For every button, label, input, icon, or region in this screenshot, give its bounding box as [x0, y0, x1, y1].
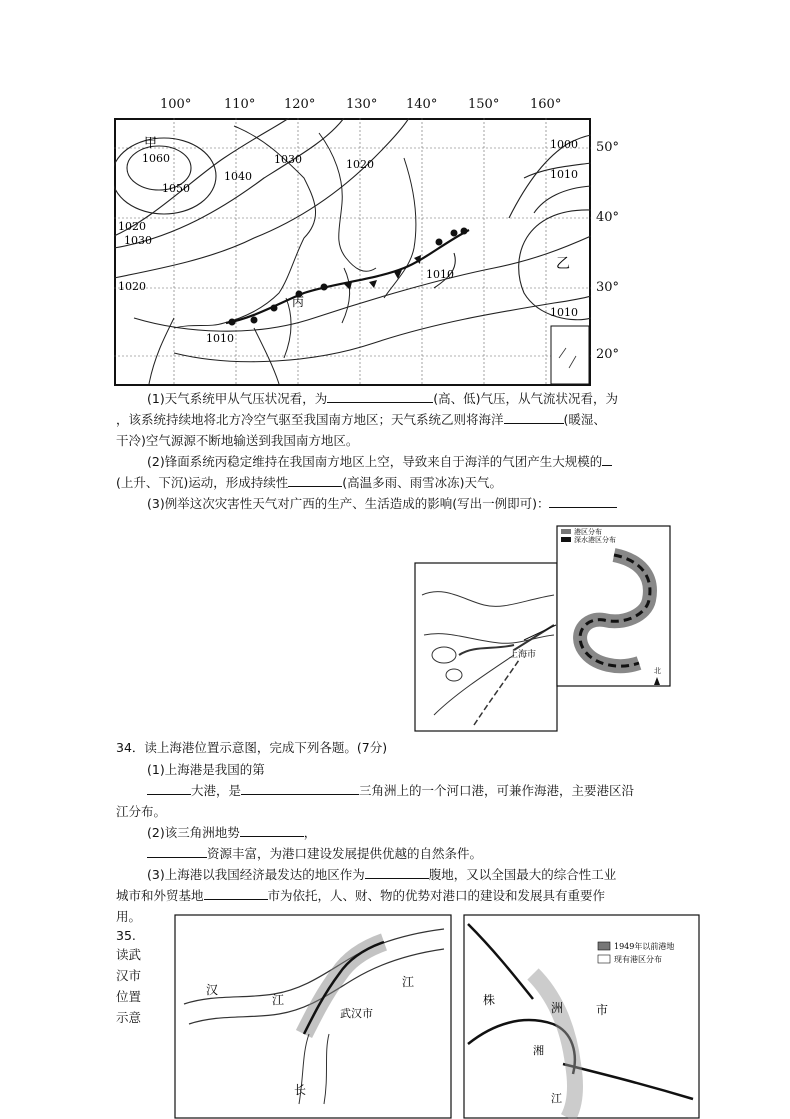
legend-text: 港区分布	[574, 528, 602, 536]
wuhan-map-left	[174, 914, 452, 1119]
isobar-label: 1040	[224, 170, 252, 183]
q33-p1-line1: (1)天气系统甲从气压状况看，为 (高、低)气压，从气流状况看，为	[147, 388, 618, 409]
isobar-label: 1020	[346, 158, 374, 171]
q33-p2-line1: (2)锋面系统丙稳定维持在我国南方地区上空，导致来自于海洋的气团产生大规模的	[147, 451, 612, 472]
lon-label: 120°	[284, 97, 316, 112]
lon-label: 100°	[160, 97, 192, 112]
isobar-label: 1010	[426, 268, 454, 281]
lat-label: 30°	[596, 280, 620, 295]
map-label: 武汉市	[340, 1007, 373, 1020]
label-yi: 乙	[556, 256, 570, 272]
q34-p3-line3: 用。	[116, 909, 142, 924]
isobar-label: 1020	[118, 220, 146, 233]
legend-swatch	[561, 529, 571, 534]
q34-p2-line1: (2)该三角洲地势 ，	[147, 822, 316, 843]
q35-stem-line: 位置	[116, 989, 142, 1004]
q35-stem-line: 读武	[116, 947, 142, 962]
answer-blank[interactable]	[504, 409, 564, 424]
map-label: 洲	[551, 1001, 564, 1015]
legend-text: 1949年以前港地	[614, 942, 675, 951]
weather-map-figure	[114, 118, 591, 386]
map-label: 株	[483, 993, 496, 1007]
isobar-label: 1010	[206, 332, 234, 345]
label-bing: 丙	[292, 295, 305, 309]
answer-blank[interactable]	[204, 885, 268, 900]
lon-label: 110°	[224, 97, 256, 112]
answer-blank[interactable]	[241, 780, 359, 795]
answer-blank[interactable]	[602, 451, 612, 466]
answer-blank[interactable]	[147, 843, 207, 858]
zhuzhou-map-right	[463, 914, 700, 1119]
answer-blank[interactable]	[147, 780, 191, 795]
legend-text: 现有港区分布	[614, 955, 662, 964]
map-label: 汉	[206, 983, 219, 997]
q34-p1-line3: 江分布。	[116, 804, 167, 819]
legend-swatch	[598, 955, 610, 963]
q34-p1-line1: (1)上海港是我国的第	[147, 762, 265, 777]
lon-label: 160°	[530, 97, 562, 112]
map-label: 湘	[533, 1044, 544, 1057]
isobar-label: 1010	[550, 306, 578, 319]
legend-swatch	[561, 537, 571, 542]
map-label: 长	[294, 1083, 307, 1097]
lon-label: 140°	[406, 97, 438, 112]
isobar-label: 1030	[274, 153, 302, 166]
isobar-label: 1030	[124, 234, 152, 247]
isobar-label: 1020	[118, 280, 146, 293]
q35-number: 35.	[116, 928, 136, 943]
legend-swatch	[598, 942, 610, 950]
answer-blank[interactable]	[327, 388, 433, 403]
isobar-label: 1060	[142, 152, 170, 165]
q34-p3-line1: (3)上海港以我国经济最发达的地区作为 腹地，又以全国最大的综合性工业	[147, 864, 616, 885]
q35-stem-line: 汉市	[116, 968, 142, 983]
legend-text: 深水港区分布	[574, 536, 616, 544]
q34-p1-line2: 大港，是 三角洲上的一个河口港，可兼作海港，主要港区沿	[147, 780, 634, 801]
q35-stem-line: 示意	[116, 1010, 142, 1025]
q33-p1-line3: 干冷)空气源源不断地输送到我国南方地区。	[116, 433, 359, 448]
map-label: 市	[596, 1003, 609, 1017]
answer-blank[interactable]	[365, 864, 429, 879]
isobar-label: 1050	[162, 182, 190, 195]
q33-p1-line2: ，该系统持续地将北方冷空气驱至我国南方地区；天气系统乙则将海洋 (暖湿、	[116, 409, 606, 430]
lat-label: 50°	[596, 140, 620, 155]
map-label: 江	[272, 993, 285, 1007]
q34-p2-line2: 资源丰富，为港口建设发展提供优越的自然条件。	[147, 843, 482, 864]
lon-label: 150°	[468, 97, 500, 112]
answer-blank[interactable]	[549, 493, 617, 508]
north-label: 北	[654, 667, 661, 675]
answer-blank[interactable]	[240, 822, 304, 837]
q33-p3-line1: (3)例举这次灾害性天气对广西的生产、生活造成的影响(写出一例即可)：	[147, 493, 617, 514]
shanghai-city-label: 上海市	[509, 650, 537, 660]
q34-p3-line2: 城市和外贸基地 市为依托，人、财、物的优势对港口的建设和发展具有重要作	[116, 885, 605, 906]
q33-p2-line2: (上升、下沉)运动，形成持续性 (高温多雨、雨雪冰冻)天气。	[116, 472, 502, 493]
isobar-label: 1000	[550, 138, 578, 151]
isobar-label: 1010	[550, 168, 578, 181]
label-jia: 甲	[144, 136, 158, 151]
lat-label: 40°	[596, 210, 620, 225]
lon-label: 130°	[346, 97, 378, 112]
shanghai-port-map	[414, 525, 672, 733]
q34-title: 34．读上海港位置示意图，完成下列各题。(7分)	[116, 740, 388, 755]
map-label: 江	[551, 1092, 562, 1105]
answer-blank[interactable]	[288, 472, 342, 487]
lat-label: 20°	[596, 347, 620, 362]
map-label: 江	[402, 975, 415, 989]
